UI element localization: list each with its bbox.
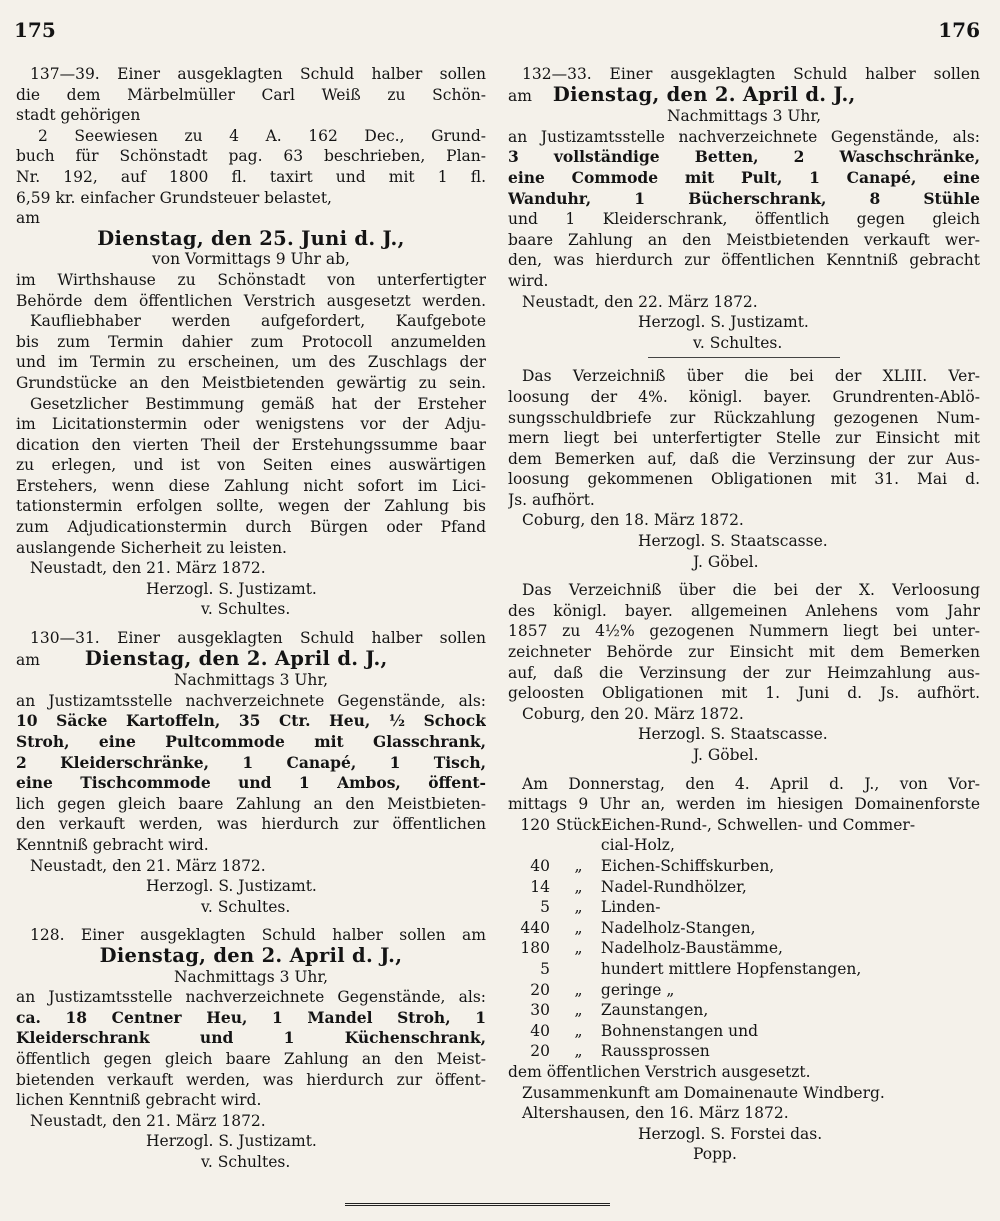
notice-line: am [16,650,40,669]
timber-list [508,815,980,1062]
notice-130-31 [16,628,486,917]
notice-line: baare Zahlung an den Meistbietenden verkauft wer- [508,230,980,249]
notice-line: 128. Einer ausgeklagten Schuld halber sollen am [30,926,486,945]
timber-desc: Eichen-Schiffskurben, [600,856,775,875]
timber-desc: Nadelholz-Stangen, [600,918,756,937]
page-number-right: 176 [938,18,980,42]
notice-line: Nachmittags 3 Uhr, [173,967,329,986]
timber-list-row [508,918,980,939]
notice-line: und im Termin zu erscheinen, um des Zuschlags der [16,353,486,372]
timber-list-row [508,856,980,877]
timber-desc: Bohnenstangen und [600,1021,759,1040]
notice-line: den, was hierdurch zur öffentlichen Kenntniß gebracht [508,251,980,270]
timber-qty: 14 [530,877,550,896]
timber-unit: „ [574,980,583,999]
issuing-office: Herzogl. S. Justizamt. [146,579,317,598]
timber-list-row [508,1000,980,1021]
timber-qty: 40 [530,1021,550,1040]
notice-line: Nachmittags 3 Uhr, [666,107,822,126]
notice-line: auf, daß die Verzinsung der zur Heimzahlung aus- [508,663,980,682]
timber-list-row [508,877,980,898]
notice-line: lichen Kenntniß gebracht wird. [16,1091,262,1110]
timber-unit: „ [574,939,583,958]
timber-unit [556,835,601,856]
issuing-office: Herzogl. S. Justizamt. [146,1132,317,1151]
page-bottom-rule [345,1203,610,1206]
notice-line: am [16,209,40,228]
notice-line: den verkauft werden, was hierdurch zur öffentlichen [16,815,486,834]
notice-line: ca. 18 Centner Heu, 1 Mandel Stroh, 1 [16,1007,486,1027]
notice-line: an Justizamtsstelle nachverzeichnete Gegenstände, als: [508,127,980,146]
notice-line: zum Adjudicationstermin durch Bürgen oder Pfand [16,518,486,537]
notice-line: eine Tischcommode und 1 Ambos, öffent- [16,773,486,793]
timber-desc: geringe „ [600,980,675,999]
notice-line: am [508,86,532,105]
place-date: Altershausen, den 16. März 1872. [522,1104,789,1123]
timber-desc: Eichen-Rund-, Schwellen- und Commer- [600,815,916,834]
right-column [508,64,980,1165]
signatory: Popp. [693,1145,737,1164]
timber-desc: hundert mittlere Hopfenstangen, [600,959,862,978]
notice-line: buch für Schönstadt pag. 63 beschrieben, Plan- [16,147,486,166]
timber-qty: 40 [530,856,550,875]
notice-line: mern liegt bei unterfertigter Stelle zur Einsicht mit [508,429,980,448]
notice-line: 6,59 kr. einfacher Grundsteuer belastet, [16,188,332,207]
place-date: Coburg, den 18. März 1872. [522,511,744,530]
timber-desc: cial-Holz, [600,836,675,855]
notice-line: und 1 Kleiderschrank, öffentlich gegen gleich [508,210,980,229]
notice-line: Wanduhr, 1 Bücherschrank, 8 Stühle [508,188,980,208]
notice-line: Nr. 192, auf 1800 fl. taxirt und mit 1 fl. [16,167,486,186]
signatory: v. Schultes. [201,1152,291,1171]
timber-list-row [508,1041,980,1062]
notice-line: Das Verzeichniß über die bei der X. Verloosung [522,581,980,600]
issuing-office: Herzogl. S. Staatscasse. [638,725,828,744]
notice-line: stadt gehörigen [16,106,141,125]
notice-line: Grundstücke an den Meistbietenden gewärtig zu sein. [16,373,486,392]
signatory: v. Schultes. [693,333,783,352]
notice-line: 137—39. Einer ausgeklagten Schuld halber sollen [30,65,486,83]
notice-line: Kenntniß gebracht wird. [16,835,209,854]
timber-list-row [508,897,980,918]
notice-line: Stroh, eine Pultcommode mit Glasschrank, [16,732,486,751]
timber-list-row [508,815,980,836]
notice-line: Js. aufhört. [508,490,595,509]
notice-line: zeichneter Behörde zur Einsicht mit dem Bemerken [508,643,980,662]
place-date: Neustadt, den 21. März 1872. [30,1111,266,1130]
timber-desc: Nadel-Rundhölzer, [600,877,747,896]
notice-line: loosung der 4%. königl. bayer. Grundrenten-Ablö- [508,387,980,406]
notice-line: 3 vollständige Betten, 2 Waschschränke, [508,147,980,167]
notice-line: Behörde dem öffentlichen Verstrich ausgesetzt werden. [16,291,486,310]
place-date: Neustadt, den 21. März 1872. [30,559,266,578]
timber-list-row [508,959,980,980]
timber-qty: 180 [520,939,550,958]
timber-unit: „ [574,856,583,875]
timber-list-row [508,938,980,959]
notice-line: eine Commode mit Pult, 1 Canapé, eine [508,167,980,187]
timber-qty: 5 [540,898,550,917]
notice-line: wird. [508,271,549,290]
notice-line: im Wirthshause zu Schönstadt von unterfertigter [16,270,486,289]
notice-line: dem Bemerken auf, daß die Verzinsung der zur Aus- [508,449,980,468]
timber-desc: Nadelholz-Baustämme, [600,939,783,958]
notice-line: Nachmittags 3 Uhr, [173,671,329,690]
notice-line: 132—33. Einer ausgeklagten Schuld halber sollen [522,65,980,83]
timber-desc: Linden- [600,898,661,917]
notice-line: Kaufliebhaber werden aufgefordert, Kaufgebote [30,312,486,331]
notice-137-39 [16,64,486,620]
notice-line: tationstermin erfolgen sollte, wegen der Zahlung bis [16,497,486,516]
notice-line: auslangende Sicherheit zu leisten. [16,538,287,557]
timber-qty: 5 [540,959,550,978]
timber-qty: 440 [520,918,550,937]
timber-qty: 30 [530,1001,550,1020]
signatory: v. Schultes. [201,600,291,619]
timber-list-row [508,835,980,856]
issuing-office: Herzogl. S. Staatscasse. [638,532,828,551]
notice-line: 2 Seewiesen zu 4 A. 162 Dec., Grund- [38,126,486,145]
notice-128 [16,925,486,1172]
notice-line: die dem Märbelmüller Carl Weiß zu Schön- [16,85,486,104]
notice-line: an Justizamtsstelle nachverzeichnete Gegenstände, als: [16,691,486,710]
notice-line: dication den vierten Theil der Erstehungssumme baar [16,435,486,454]
timber-desc: Zaunstangen, [600,1001,709,1020]
notice-line: des königl. bayer. allgemeinen Anlehens vom Jahr [508,601,980,620]
issuing-office: Herzogl. S. Justizamt. [146,877,317,896]
notice-line: Gesetzlicher Bestimmung gemäß hat der Ersteher [30,394,486,413]
auction-date: Dienstag, den 2. April d. J., [99,945,403,967]
timber-unit: „ [574,918,583,937]
timber-list-row [508,1021,980,1042]
auction-date: Dienstag, den 25. Juni d. J., [97,228,405,250]
signatory: J. Göbel. [693,746,759,764]
timber-qty: 20 [530,1042,550,1061]
auction-date-line [16,649,486,671]
timber-unit: „ [574,898,583,917]
notice-line: zu erlegen, und ist von Seiten eines auswärtigen [16,456,486,475]
timber-desc: Raussprossen [600,1042,710,1061]
timber-unit [556,959,601,980]
notice-line: dem öffentlichen Verstrich ausgesetzt. [508,1062,811,1081]
notice-line: Am Donnerstag, den 4. April d. J., von Vor- [522,774,980,793]
notice-line: Kleiderschrank und 1 Küchenschrank, [16,1028,486,1048]
notice-line: bietenden verkauft werden, was hierdurch zur öffent- [16,1070,486,1089]
notice-line: loosung gekommenen Obligationen mit 31. Mai d. [508,470,980,489]
notice-132-33 [508,64,980,353]
notice-line: Das Verzeichniß über die bei der XLIII. Ver- [522,367,980,386]
notice-line: im Licitationstermin oder wenigstens vor der Adju- [16,415,486,434]
notice-verloosung-x [508,580,980,765]
auction-date: Dienstag, den 2. April d. J., [84,648,388,670]
timber-list-row [508,980,980,1001]
timber-unit: „ [574,1042,583,1061]
timber-qty: 20 [530,980,550,999]
issuing-office: Herzogl. S. Forstei das. [638,1124,823,1143]
timber-unit: „ [574,1021,583,1040]
notice-line: mittags 9 Uhr an, werden im hiesigen Domainenforste [508,795,980,814]
auction-date: Dienstag, den 2. April d. J., [552,84,856,106]
notice-line: von Vormittags 9 Uhr ab, [152,250,350,269]
notice-line: 2 Kleiderschränke, 1 Canapé, 1 Tisch, [16,752,486,772]
auction-date-line [508,85,980,107]
timber-unit: „ [574,1001,583,1020]
page-number-left: 175 [14,18,56,42]
place-date: Coburg, den 20. März 1872. [522,704,744,723]
notice-forestry-auction [508,774,980,1165]
signatory: J. Göbel. [693,552,759,571]
notice-line: 10 Säcke Kartoffeln, 35 Ctr. Heu, ½ Schock [16,711,486,731]
notice-line: 1857 zu 4½% gezogenen Nummern liegt bei unter- [508,622,980,641]
notice-line: bis zum Termin dahier zum Protocoll anzumelden [16,332,486,351]
place-date: Neustadt, den 22. März 1872. [522,292,758,311]
notice-verloosung-xliii [508,366,980,572]
notice-line: öffentlich gegen gleich baare Zahlung an den Meist- [16,1049,486,1068]
left-column [16,64,486,1172]
timber-qty [508,835,556,856]
timber-unit: „ [574,877,583,896]
timber-qty: 120 [520,815,550,834]
notice-line: 130—31. Einer ausgeklagten Schuld halber sollen [30,629,486,648]
notice-line: an Justizamtsstelle nachverzeichnete Gegenstände, als: [16,988,486,1007]
signatory: v. Schultes. [201,897,291,916]
timber-unit: Stück [556,815,601,834]
notice-line: geloosten Obligationen mit 1. Juni d. Js. aufhört. [508,684,980,703]
notice-line: sungsschuldbriefe zur Rückzahlung gezogenen Num- [508,408,980,427]
notice-line: lich gegen gleich baare Zahlung an den Meistbieten- [16,794,486,813]
issuing-office: Herzogl. S. Justizamt. [638,313,809,332]
meeting-point: Zusammenkunft am Domainenaute Windberg. [522,1083,885,1102]
place-date: Neustadt, den 21. März 1872. [30,856,266,875]
notice-line: Erstehers, wenn diese Zahlung nicht sofort im Lici- [16,476,486,495]
